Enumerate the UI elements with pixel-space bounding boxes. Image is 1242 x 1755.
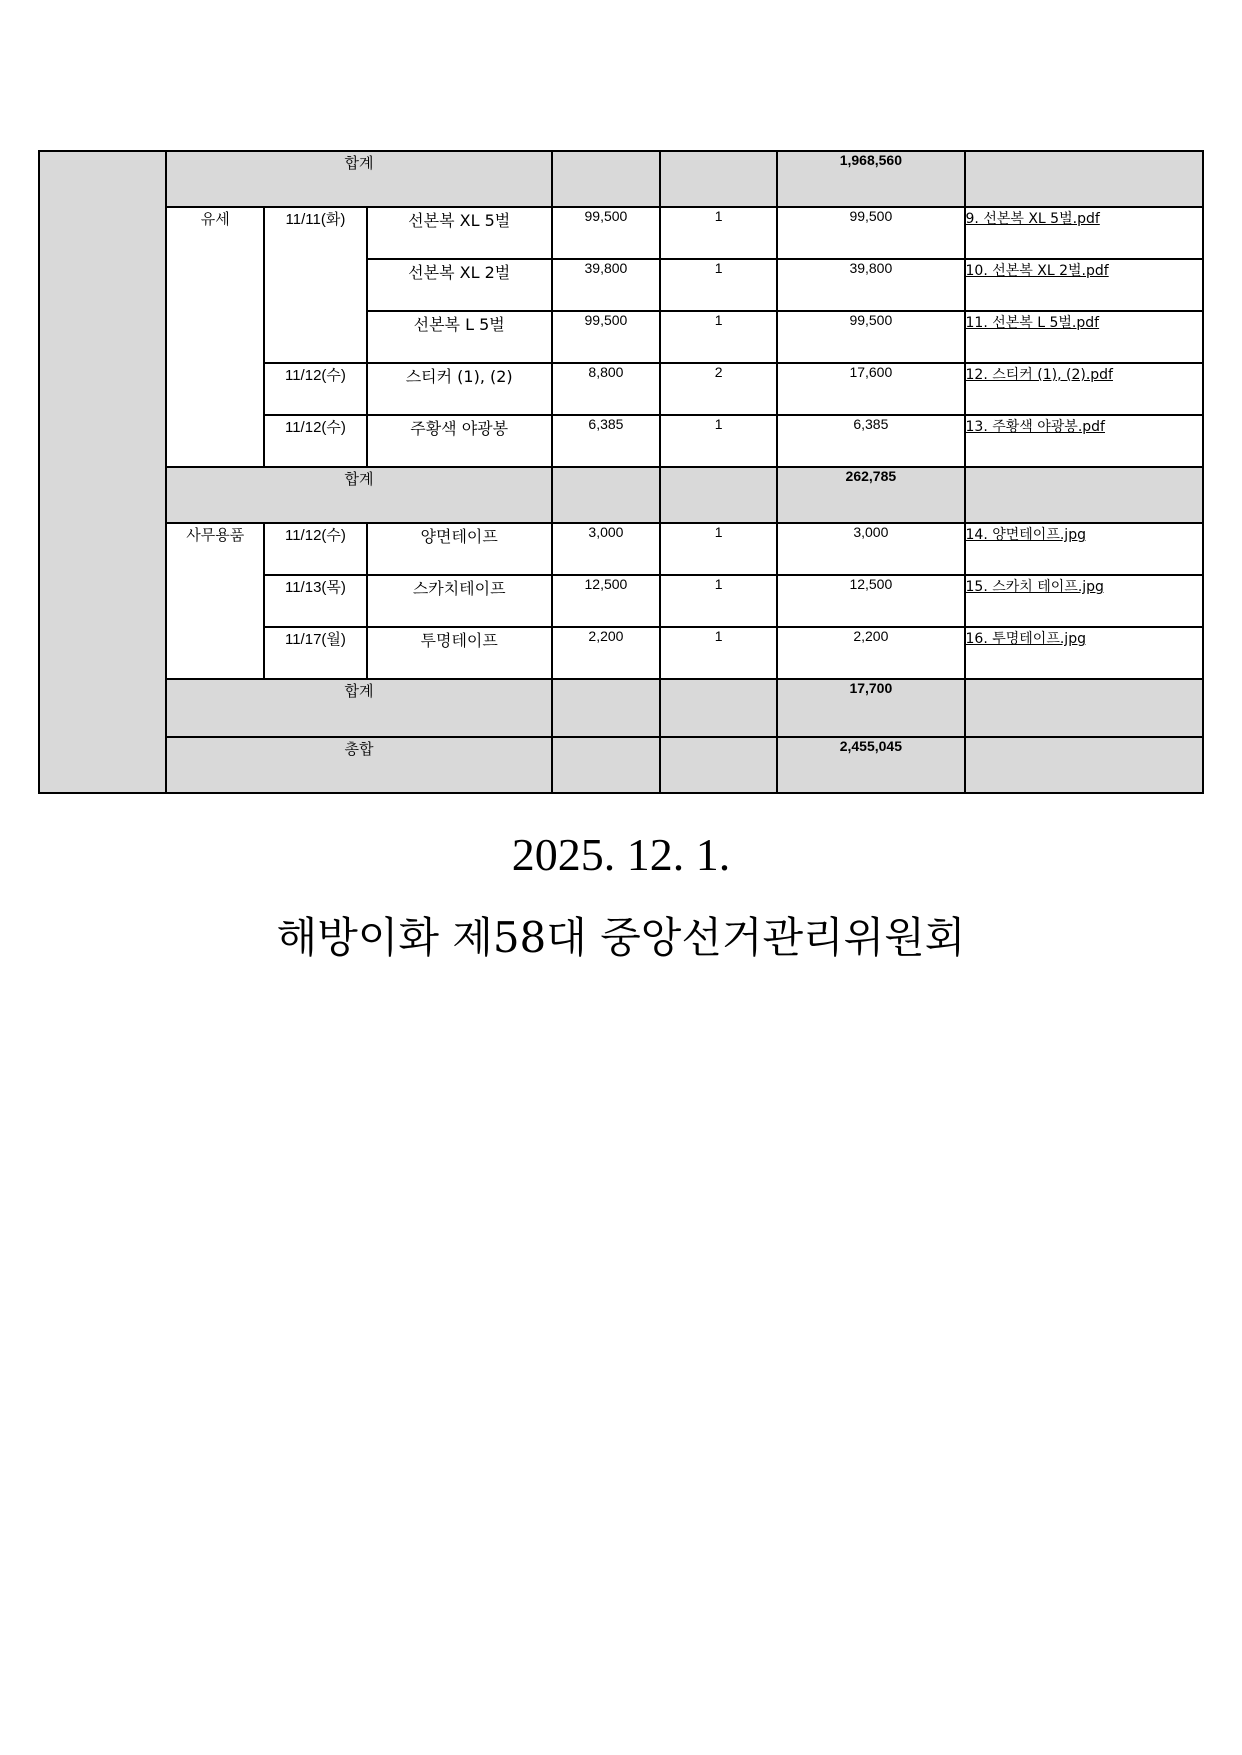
amount-cell: 39,800 <box>777 259 964 311</box>
amount-cell: 17,600 <box>777 363 964 415</box>
receipt-file-cell <box>965 207 1203 259</box>
receipt-file-cell <box>965 415 1203 467</box>
receipt-link[interactable]: 11. 선본복 L 5벌.pdf <box>965 315 1100 331</box>
receipt-file-cell <box>965 363 1203 415</box>
grand-total-label: 총합 <box>166 737 552 793</box>
date-cell: 11/11(화) <box>264 207 366 363</box>
empty-cell <box>552 467 660 523</box>
date-cell: 11/12(수) <box>264 523 366 575</box>
empty-cell <box>965 467 1203 523</box>
price-cell: 39,800 <box>552 259 660 311</box>
category-cell: 유세 <box>166 207 264 467</box>
item-cell: 선본복 XL 5벌 <box>367 207 552 259</box>
subtotal-row <box>39 679 1203 737</box>
receipt-link[interactable]: 16. 투명테이프.jpg <box>965 631 1086 647</box>
price-cell: 6,385 <box>552 415 660 467</box>
receipt-file-cell <box>965 523 1203 575</box>
subtotal-amount: 1,968,560 <box>777 151 964 207</box>
qty-cell: 1 <box>660 311 777 363</box>
empty-cell <box>965 151 1203 207</box>
date-cell: 11/13(목) <box>264 575 366 627</box>
price-cell: 8,800 <box>552 363 660 415</box>
qty-cell: 2 <box>660 363 777 415</box>
organization-name: 해방이화 제58대 중앙선거관리위원회 <box>276 913 966 962</box>
receipt-link[interactable]: 13. 주황색 야광봉.pdf <box>965 419 1105 435</box>
subtotal-row <box>39 467 1203 523</box>
item-cell: 주황색 야광봉 <box>367 415 552 467</box>
expense-table <box>38 150 1204 794</box>
price-cell: 12,500 <box>552 575 660 627</box>
date-cell: 11/17(월) <box>264 627 366 679</box>
side-column <box>39 151 166 793</box>
amount-cell: 99,500 <box>777 311 964 363</box>
amount-cell: 99,500 <box>777 207 964 259</box>
date-cell: 11/12(수) <box>264 415 366 467</box>
amount-cell: 2,200 <box>777 627 964 679</box>
subtotal-amount: 17,700 <box>777 679 964 737</box>
receipt-file-cell <box>965 575 1203 627</box>
receipt-link[interactable]: 9. 선본복 XL 5벌.pdf <box>965 211 1100 227</box>
empty-cell <box>965 679 1203 737</box>
table-row <box>39 523 1203 575</box>
grand-total-amount: 2,455,045 <box>777 737 964 793</box>
item-cell: 투명테이프 <box>367 627 552 679</box>
price-cell: 99,500 <box>552 311 660 363</box>
receipt-file-cell <box>965 259 1203 311</box>
receipt-file-cell <box>965 627 1203 679</box>
price-cell: 3,000 <box>552 523 660 575</box>
item-cell: 스카치테이프 <box>367 575 552 627</box>
item-cell: 스티커 (1), (2) <box>367 363 552 415</box>
subtotal-row <box>39 151 1203 207</box>
subtotal-label: 합계 <box>166 679 552 737</box>
receipt-link[interactable]: 10. 선본복 XL 2벌.pdf <box>965 263 1109 279</box>
empty-cell <box>660 467 777 523</box>
empty-cell <box>552 151 660 207</box>
qty-cell: 1 <box>660 575 777 627</box>
subtotal-amount: 262,785 <box>777 467 964 523</box>
amount-cell: 6,385 <box>777 415 964 467</box>
empty-cell <box>965 737 1203 793</box>
receipt-link[interactable]: 12. 스티커 (1), (2).pdf <box>965 367 1113 383</box>
category-cell: 사무용품 <box>166 523 264 679</box>
price-cell: 2,200 <box>552 627 660 679</box>
empty-cell <box>660 151 777 207</box>
table-row <box>39 207 1203 259</box>
item-cell: 선본복 XL 2벌 <box>367 259 552 311</box>
empty-cell <box>552 679 660 737</box>
empty-cell <box>660 679 777 737</box>
qty-cell: 1 <box>660 627 777 679</box>
empty-cell <box>660 737 777 793</box>
item-cell: 선본복 L 5벌 <box>367 311 552 363</box>
qty-cell: 1 <box>660 259 777 311</box>
qty-cell: 1 <box>660 523 777 575</box>
amount-cell: 3,000 <box>777 523 964 575</box>
empty-cell <box>552 737 660 793</box>
document-date: 2025. 12. 1. <box>511 829 731 880</box>
subtotal-label: 합계 <box>166 151 552 207</box>
receipt-link[interactable]: 15. 스카치 테이프.jpg <box>965 579 1104 595</box>
amount-cell: 12,500 <box>777 575 964 627</box>
qty-cell: 1 <box>660 415 777 467</box>
qty-cell: 1 <box>660 207 777 259</box>
grand-total-row <box>39 737 1203 793</box>
receipt-file-cell <box>965 311 1203 363</box>
date-cell: 11/12(수) <box>264 363 366 415</box>
receipt-link[interactable]: 14. 양면테이프.jpg <box>965 527 1086 543</box>
item-cell: 양면테이프 <box>367 523 552 575</box>
price-cell: 99,500 <box>552 207 660 259</box>
subtotal-label: 합계 <box>166 467 552 523</box>
